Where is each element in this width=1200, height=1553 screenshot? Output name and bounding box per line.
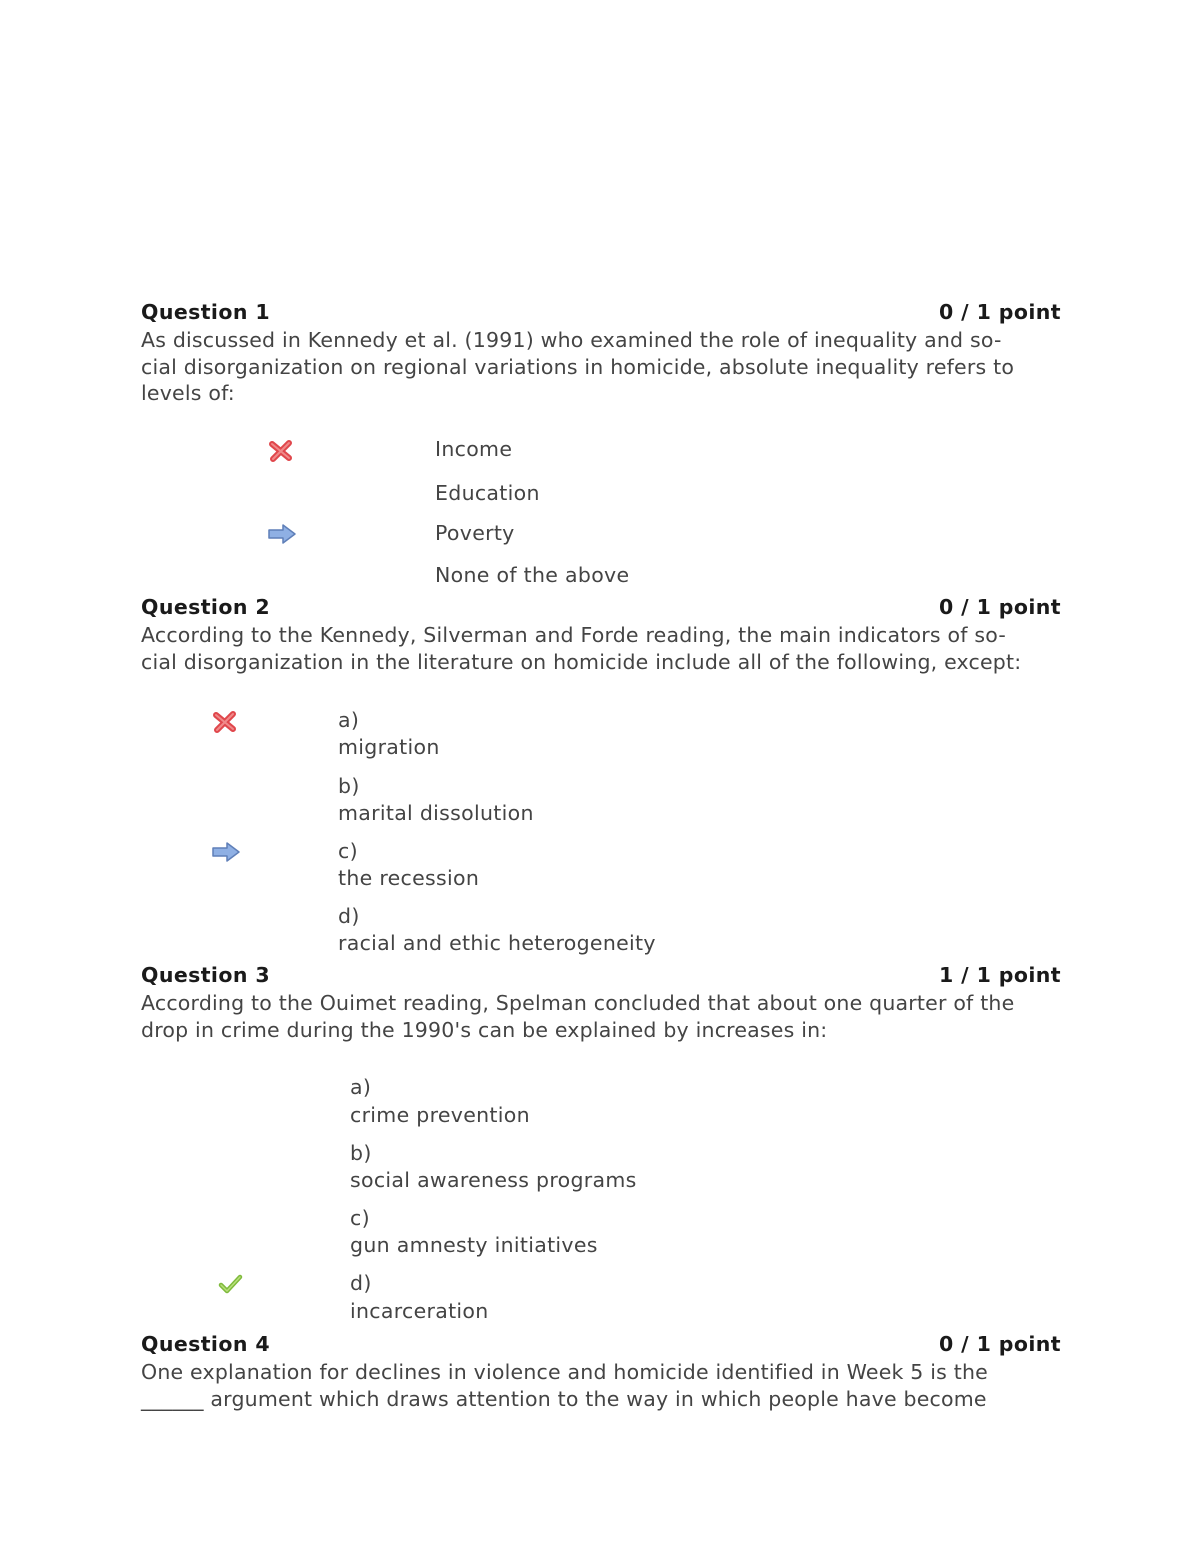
option-label: racial and ethic heterogeneity	[338, 931, 656, 955]
option-label: social awareness programs	[350, 1168, 637, 1192]
question-title: Question 1	[141, 300, 271, 324]
question-text: According to the Ouimet reading, Spelman concluded that about one quarter of the drop in crime during the 1990's can be explained by increases in:	[141, 991, 1015, 1042]
arrow-right-icon	[267, 523, 297, 549]
option-label: Poverty	[435, 521, 515, 545]
option-label: incarceration	[350, 1299, 489, 1323]
option-letter: d)	[350, 1271, 372, 1295]
question-header	[141, 595, 1061, 622]
option-label: gun amnesty initiatives	[350, 1233, 598, 1257]
option-label: marital dissolution	[338, 801, 534, 825]
question-text: According to the Kennedy, Silverman and Forde reading, the main indicators of so- cial disorganization in the literature on homicide include all of the following, except:	[141, 623, 1022, 674]
question-score: 0 / 1 point	[938, 1332, 1061, 1356]
option-label: None of the above	[435, 563, 630, 587]
question-title: Question 3	[141, 963, 271, 987]
question-3	[141, 963, 1061, 1323]
option-letter: a)	[350, 1075, 372, 1099]
question-score: 0 / 1 point	[938, 595, 1061, 619]
question-title: Question 2	[141, 595, 271, 619]
option-letter: c)	[350, 1206, 370, 1230]
check-icon	[217, 1272, 247, 1298]
question-score: 1 / 1 point	[938, 963, 1061, 987]
question-header	[141, 300, 1061, 327]
option-label: migration	[338, 735, 440, 759]
option-label: crime prevention	[350, 1103, 530, 1127]
question-text: One explanation for declines in violence and homicide identified in Week 5 is the ______ argument which draws attention to the way in which people have become	[141, 1360, 988, 1411]
option-letter: a)	[338, 708, 360, 732]
question-title: Question 4	[141, 1332, 271, 1356]
question-text: As discussed in Kennedy et al. (1991) who examined the role of inequality and so- cial disorganization on regional variations in homicide, absolute inequality refers to levels of:	[141, 328, 1015, 405]
question-header	[141, 963, 1061, 990]
option-label: the recession	[338, 866, 480, 890]
question-score: 0 / 1 point	[938, 300, 1061, 324]
option-letter: c)	[338, 839, 358, 863]
question-1	[141, 300, 1061, 587]
option-label: Education	[435, 481, 540, 505]
option-letter: d)	[338, 904, 360, 928]
question-header	[141, 1332, 1061, 1359]
option-letter: b)	[350, 1141, 372, 1165]
question-4	[141, 1332, 1061, 1412]
option-letter: b)	[338, 774, 360, 798]
cross-icon	[267, 438, 297, 464]
question-2	[141, 595, 1061, 955]
cross-icon	[211, 709, 241, 735]
option-label: Income	[435, 437, 513, 461]
arrow-right-icon	[211, 841, 241, 867]
